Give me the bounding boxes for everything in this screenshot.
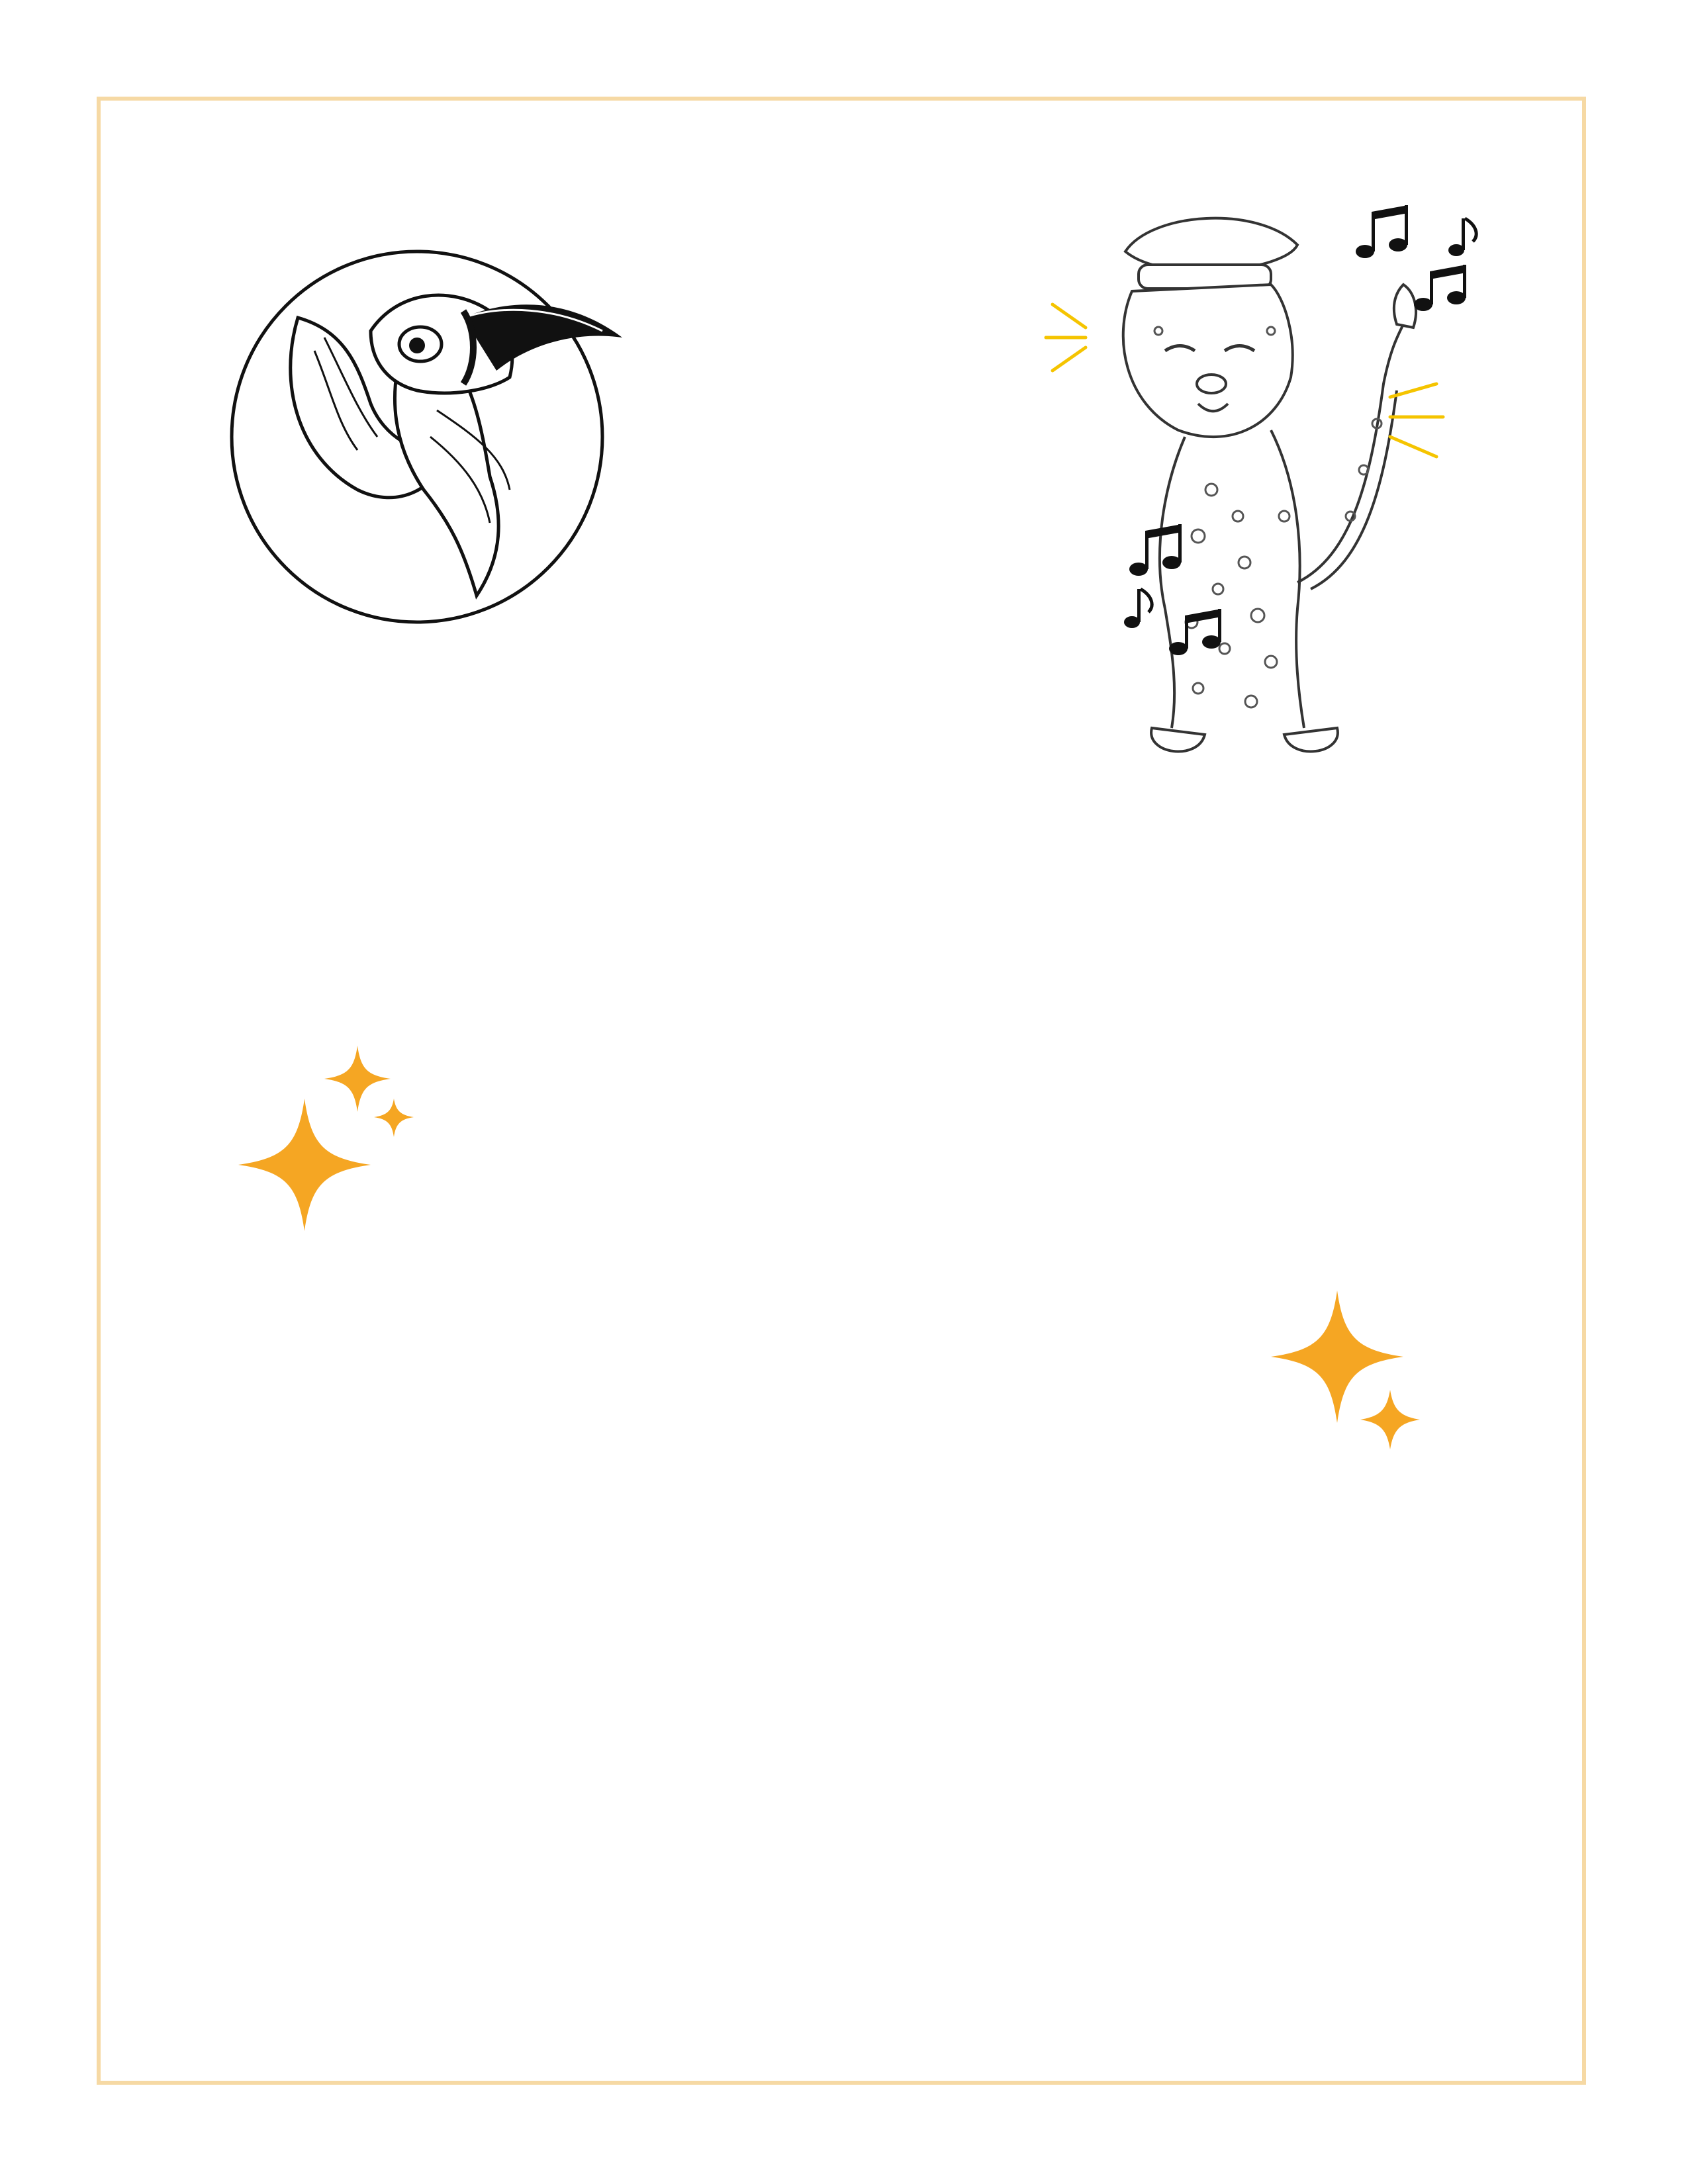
music-note-icon — [1112, 523, 1231, 668]
music-note-icon — [1350, 205, 1509, 338]
sparkle-rays — [1377, 377, 1456, 483]
clues-down — [957, 1542, 1473, 1545]
clues-across — [205, 1522, 933, 1525]
toucan-illustration — [199, 238, 622, 635]
sparkle-icon — [1271, 1291, 1430, 1469]
sparkle-icon — [225, 1032, 450, 1238]
sparkle-rays — [1033, 291, 1125, 384]
